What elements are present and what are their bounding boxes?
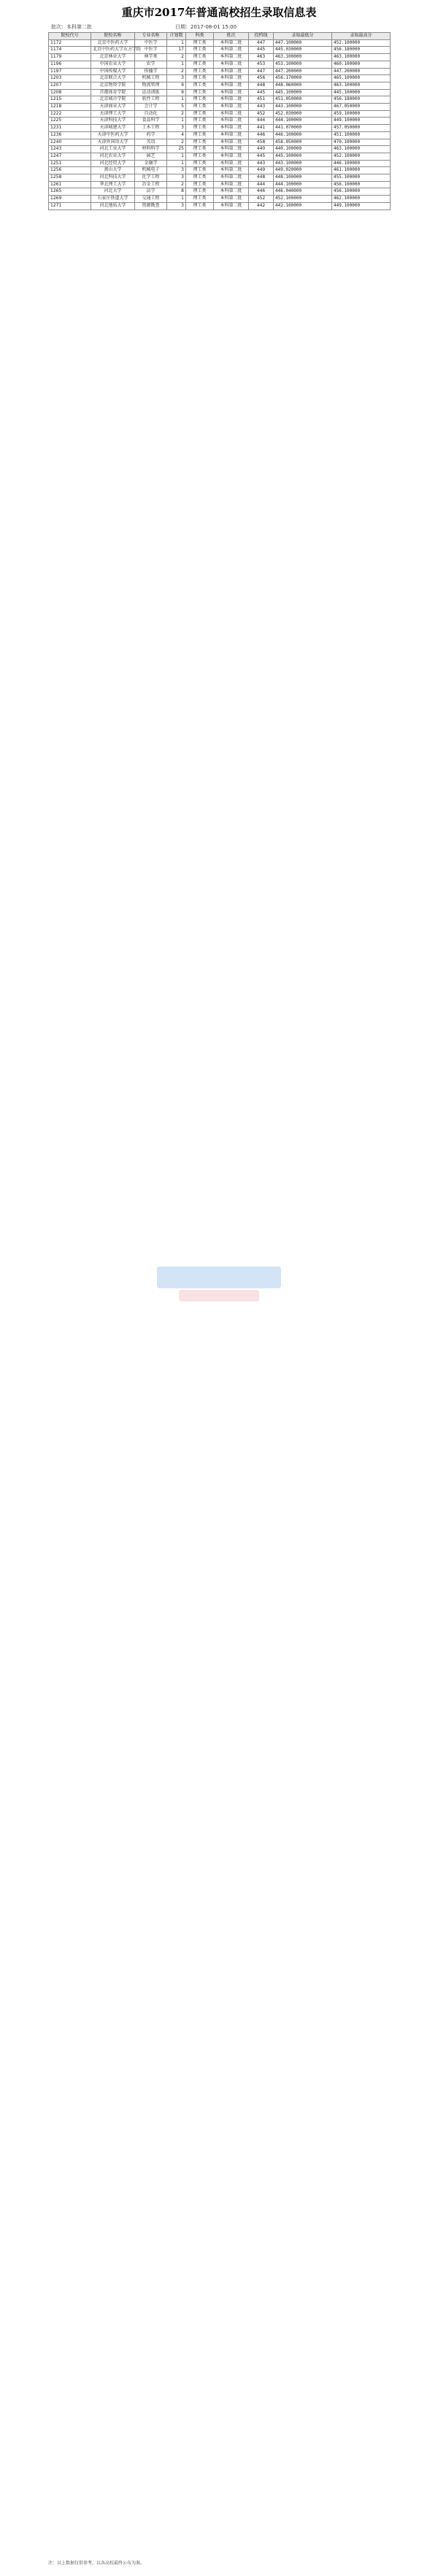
table-cell: 河北科技大学 [91, 174, 135, 182]
table-cell: 447 [249, 39, 274, 47]
table-row [49, 39, 391, 47]
table-cell: 446 [249, 188, 274, 196]
table-cell: 449.100000 [332, 202, 391, 209]
table-cell: 理工类 [186, 96, 214, 104]
table-cell: 1 [167, 196, 186, 203]
table-cell: 1222 [49, 110, 91, 118]
table-cell: 1 [167, 61, 186, 68]
table-cell: 1207 [49, 82, 91, 89]
table-cell: 465.100000 [332, 75, 391, 82]
table-cell: 451.050000 [274, 96, 332, 104]
table-cell: 理工类 [186, 47, 214, 54]
table-cell: 化学工程 [135, 174, 167, 182]
table-cell: 447.200000 [332, 68, 391, 75]
table-cell: 本科第二批 [214, 104, 249, 111]
table-cell: 本科第二批 [214, 188, 249, 196]
table-cell: 农学 [135, 61, 167, 68]
table-cell: 本科第二批 [214, 61, 249, 68]
table-cell: 1240 [49, 139, 91, 146]
table-row [49, 89, 391, 96]
table-cell: 冶金工程 [135, 181, 167, 188]
table-cell: 1172 [49, 39, 91, 47]
table-cell: 英语 [135, 139, 167, 146]
batch-label: 批次：本科第二批 [51, 24, 92, 30]
table-cell: 天津理工大学 [91, 110, 135, 118]
table-cell: 本科第二批 [214, 54, 249, 61]
table-cell: 本科第二批 [214, 125, 249, 132]
table-cell: 本科第二批 [214, 146, 249, 153]
table-cell: 440.100000 [274, 146, 332, 153]
table-cell: 4 [167, 131, 186, 139]
table-cell: 本科第二批 [214, 118, 249, 125]
table-cell: 中国农业大学 [91, 61, 135, 68]
table-cell: 机械电子 [135, 167, 167, 174]
table-row [49, 118, 391, 125]
table-cell: 456.100000 [332, 188, 391, 196]
table-cell: 456.180000 [332, 96, 391, 104]
table-cell: 本科第二批 [214, 82, 249, 89]
table-cell: 1243 [49, 146, 91, 153]
table-cell: 理工类 [186, 131, 214, 139]
table-cell: 3 [167, 174, 186, 182]
table-cell: 药学 [135, 131, 167, 139]
table-cell: 理工类 [186, 181, 214, 188]
table-cell: 449.100000 [332, 118, 391, 125]
table-cell: 软件工程 [135, 96, 167, 104]
table-cell: 理工类 [186, 54, 214, 61]
table-cell: 中医学 [135, 39, 167, 47]
table-cell: 理工类 [186, 61, 214, 68]
table-cell: 理工类 [186, 125, 214, 132]
table-cell: 理工类 [186, 118, 214, 125]
column-header: 科类 [186, 33, 214, 40]
table-cell: 8 [167, 188, 186, 196]
table-cell: 1247 [49, 153, 91, 160]
table-footnote: 注：以上数据仅供参考，以各高校最终公布为准。 [48, 2561, 145, 2566]
table-cell: 北京林业大学 [91, 54, 135, 61]
column-header: 录取最低分 [274, 33, 332, 40]
table-row [49, 75, 391, 82]
table-cell: 449.020000 [274, 167, 332, 174]
table-cell: 443 [249, 104, 274, 111]
table-cell: 448.060000 [274, 82, 332, 89]
table-cell: 1215 [49, 96, 91, 104]
table-cell: 2 [167, 181, 186, 188]
column-header: 批次 [214, 33, 249, 40]
table-cell: 中国传媒大学 [91, 68, 135, 75]
table-cell: 463 [249, 54, 274, 61]
table-cell: 1271 [49, 202, 91, 209]
table-row [49, 68, 391, 75]
table-cell: 法学 [135, 188, 167, 196]
table-cell: 444.100000 [274, 181, 332, 188]
table-cell: 自动化 [135, 110, 167, 118]
table-cell: 452 [249, 110, 274, 118]
table-cell: 本科第二批 [214, 68, 249, 75]
table-cell: 2 [167, 139, 186, 146]
table-cell: 447.200000 [274, 68, 332, 75]
table-cell: 北京物资学院 [91, 82, 135, 89]
table-cell: 理工类 [186, 39, 214, 47]
table-cell: 446.100000 [274, 131, 332, 139]
table-cell: 资源勘查 [135, 202, 167, 209]
table-cell: 1269 [49, 196, 91, 203]
table-cell: 462.100000 [332, 196, 391, 203]
page-title: 重庆市2017年普通高校招生录取信息表 [121, 6, 317, 19]
table-cell: 本科第二批 [214, 39, 249, 47]
table-cell: 458 [249, 139, 274, 146]
table-cell: 石家庄铁道大学 [91, 196, 135, 203]
table-cell: 本科第二批 [214, 89, 249, 96]
table-cell: 463.100000 [332, 146, 391, 153]
column-header: 院校名称 [91, 33, 135, 40]
table-cell: 本科第二批 [214, 174, 249, 182]
table-cell: 本科第二批 [214, 153, 249, 160]
table-cell: 理工类 [186, 110, 214, 118]
table-cell: 1 [167, 118, 186, 125]
table-cell: 443.100000 [274, 160, 332, 167]
table-cell: 445 [249, 153, 274, 160]
table-cell: 理工类 [186, 202, 214, 209]
table-row [49, 196, 391, 203]
table-cell: 河北经贸大学 [91, 160, 135, 167]
table-cell: 本科第二批 [214, 75, 249, 82]
table-cell: 林学类 [135, 54, 167, 61]
table-cell: 456 [249, 75, 274, 82]
table-row [49, 104, 391, 111]
table-cell: 本科第二批 [214, 96, 249, 104]
timestamp: 日期：2017-08-01 15:00 [175, 24, 237, 30]
table-cell: 1203 [49, 75, 91, 82]
table-row [49, 188, 391, 196]
table-cell: 455.100000 [332, 174, 391, 182]
table-cell: 本科第二批 [214, 202, 249, 209]
table-cell: 9 [167, 89, 186, 96]
table-row [49, 131, 391, 139]
table-cell: 448.100000 [274, 174, 332, 182]
table-cell: 445.100000 [274, 153, 332, 160]
table-cell: 园艺 [135, 153, 167, 160]
table-cell: 452.100000 [274, 196, 332, 203]
table-cell: 理工类 [186, 146, 214, 153]
table-cell: 理工类 [186, 104, 214, 111]
table-cell: 本科第二批 [214, 131, 249, 139]
table-row [49, 146, 391, 153]
table-cell: 449 [249, 167, 274, 174]
table-cell: 445 [249, 89, 274, 96]
table-cell: 444 [249, 118, 274, 125]
table-row [49, 61, 391, 68]
table-cell: 华北理工大学 [91, 181, 135, 188]
table-cell: 材料科学 [135, 146, 167, 153]
column-header: 投档线 [249, 33, 274, 40]
table-cell: 1196 [49, 61, 91, 68]
table-cell: 445 [249, 47, 274, 54]
table-cell: 1179 [49, 54, 91, 61]
table-cell: 452 [249, 196, 274, 203]
table-cell: 444 [249, 181, 274, 188]
table-cell: 453 [249, 61, 274, 68]
table-cell: 446.100000 [332, 160, 391, 167]
table-cell: 444.100000 [274, 118, 332, 125]
table-cell: 运动训练 [135, 89, 167, 96]
table-cell: 2 [167, 110, 186, 118]
table-body [49, 39, 391, 209]
table-cell: 452.030000 [274, 110, 332, 118]
table-cell: 理工类 [186, 174, 214, 182]
table-cell: 理工类 [186, 188, 214, 196]
table-cell: 445.100000 [274, 89, 332, 96]
table-cell: 456.100000 [332, 181, 391, 188]
table-cell: 河北工业大学 [91, 146, 135, 153]
table-cell: 3 [167, 125, 186, 132]
table-cell: 土木工程 [135, 125, 167, 132]
table-cell: 本科第二批 [214, 110, 249, 118]
table-row [49, 181, 391, 188]
table-cell: 本科第二批 [214, 47, 249, 54]
table-cell: 17 [167, 47, 186, 54]
table-cell: 446 [249, 131, 274, 139]
table-cell: 本科第二批 [214, 181, 249, 188]
table-cell: 447 [249, 68, 274, 75]
table-cell: 北京中医药大学东方学院 [91, 47, 135, 54]
table-cell: 459.100000 [332, 110, 391, 118]
table-cell: 452.100000 [332, 39, 391, 47]
table-row [49, 202, 391, 209]
table-cell: 443.100000 [274, 104, 332, 111]
table-cell: 1 [167, 96, 186, 104]
table-cell: 463.100000 [274, 54, 332, 61]
table-cell: 442 [249, 202, 274, 209]
table-cell: 441 [249, 125, 274, 132]
table-cell: 445.030000 [274, 47, 332, 54]
table-cell: 452.100000 [332, 153, 391, 160]
table-cell: 445.100000 [332, 89, 391, 96]
table-cell: 理工类 [186, 89, 214, 96]
table-cell: 天津商业大学 [91, 104, 135, 111]
table-cell: 理工类 [186, 75, 214, 82]
table-cell: 理工类 [186, 82, 214, 89]
table-cell: 河北大学 [91, 188, 135, 196]
table-cell: 本科第二批 [214, 196, 249, 203]
column-header: 院校代号 [49, 33, 91, 40]
table-cell: 1218 [49, 104, 91, 111]
table-cell: 北京中医药大学 [91, 39, 135, 47]
table-cell: 机械工程 [135, 75, 167, 82]
table-cell: 457.050000 [332, 125, 391, 132]
table-row [49, 47, 391, 54]
table-cell: 463.100000 [332, 82, 391, 89]
table-cell: 理工类 [186, 167, 214, 174]
table-row [49, 125, 391, 132]
table-header-row [49, 33, 391, 40]
table-cell: 441.070000 [274, 125, 332, 132]
table-cell: 467.050000 [332, 104, 391, 111]
table-cell: 北京联合大学 [91, 75, 135, 82]
table-cell: 物流管理 [135, 82, 167, 89]
column-header: 计划数 [167, 33, 186, 40]
table-cell: 1 [167, 160, 186, 167]
table-cell: 443 [249, 160, 274, 167]
table-cell: 456.170000 [274, 75, 332, 82]
table-cell: 448 [249, 82, 274, 89]
table-cell: 本科第二批 [214, 160, 249, 167]
table-cell: 2 [167, 54, 186, 61]
table-cell: 1236 [49, 131, 91, 139]
table-cell: 本科第二批 [214, 139, 249, 146]
table-cell: 河北农业大学 [91, 153, 135, 160]
table-cell: 天津科技大学 [91, 118, 135, 125]
table-cell: 1265 [49, 188, 91, 196]
table-cell: 463.100000 [332, 54, 391, 61]
table-cell: 1231 [49, 125, 91, 132]
table-cell: 9 [167, 82, 186, 89]
table-cell: 1256 [49, 167, 91, 174]
table-row [49, 153, 391, 160]
table-cell: 交通工程 [135, 196, 167, 203]
table-cell: 1 [167, 39, 186, 47]
table-cell: 440 [249, 146, 274, 153]
table-cell: 理工类 [186, 160, 214, 167]
table-cell: 河北地质大学 [91, 202, 135, 209]
table-cell: 首都体育学院 [91, 89, 135, 96]
table-cell: 453.100000 [274, 61, 332, 68]
table-cell: 25 [167, 146, 186, 153]
table-row [49, 110, 391, 118]
column-header: 专业名称 [135, 33, 167, 40]
column-header: 录取最高分 [332, 33, 391, 40]
table-cell: 3 [167, 202, 186, 209]
table-row [49, 139, 391, 146]
table-cell: 1 [167, 153, 186, 160]
table-cell: 451 [249, 96, 274, 104]
table-cell: 北京城市学院 [91, 96, 135, 104]
table-row [49, 82, 391, 89]
admission-table [48, 32, 391, 210]
table-cell: 理工类 [186, 153, 214, 160]
table-cell: 1208 [49, 89, 91, 96]
table-cell: 460.100000 [332, 61, 391, 68]
table-cell: 456.180000 [332, 47, 391, 54]
table-cell: 3 [167, 167, 186, 174]
table-cell: 1258 [49, 174, 91, 182]
table-row [49, 167, 391, 174]
table-cell: 446.040000 [274, 188, 332, 196]
table-cell: 1174 [49, 47, 91, 54]
table-cell: 1251 [49, 160, 91, 167]
table-cell: 理工类 [186, 139, 214, 146]
table-cell: 470.100000 [332, 139, 391, 146]
table-cell: 461.100000 [332, 167, 391, 174]
table-cell: 442.100000 [274, 202, 332, 209]
table-cell: 中医学 [135, 47, 167, 54]
table-cell: 451.100000 [332, 131, 391, 139]
table-cell: 会计学 [135, 104, 167, 111]
table-cell: 理工类 [186, 196, 214, 203]
table-row [49, 174, 391, 182]
table-cell: 食品科学 [135, 118, 167, 125]
watermark-logo [157, 1266, 281, 1304]
table-row [49, 54, 391, 61]
table-cell: 3 [167, 75, 186, 82]
table-row [49, 96, 391, 104]
table-cell: 理工类 [186, 68, 214, 75]
table-cell: 天津城建大学 [91, 125, 135, 132]
table-cell: 天津外国语大学 [91, 139, 135, 146]
table-cell: 1261 [49, 181, 91, 188]
table-cell: 金融学 [135, 160, 167, 167]
table-cell: 本科第二批 [214, 167, 249, 174]
table-cell: 2 [167, 68, 186, 75]
table-row [49, 160, 391, 167]
table-cell: 458.050000 [274, 139, 332, 146]
table-cell: 传播学 [135, 68, 167, 75]
table-cell: 燕山大学 [91, 167, 135, 174]
table-cell: 天津中医药大学 [91, 131, 135, 139]
table-cell: 1197 [49, 68, 91, 75]
table-cell: 447.100000 [274, 39, 332, 47]
table-cell: 448 [249, 174, 274, 182]
table-cell: 5 [167, 104, 186, 111]
table-cell: 1225 [49, 118, 91, 125]
